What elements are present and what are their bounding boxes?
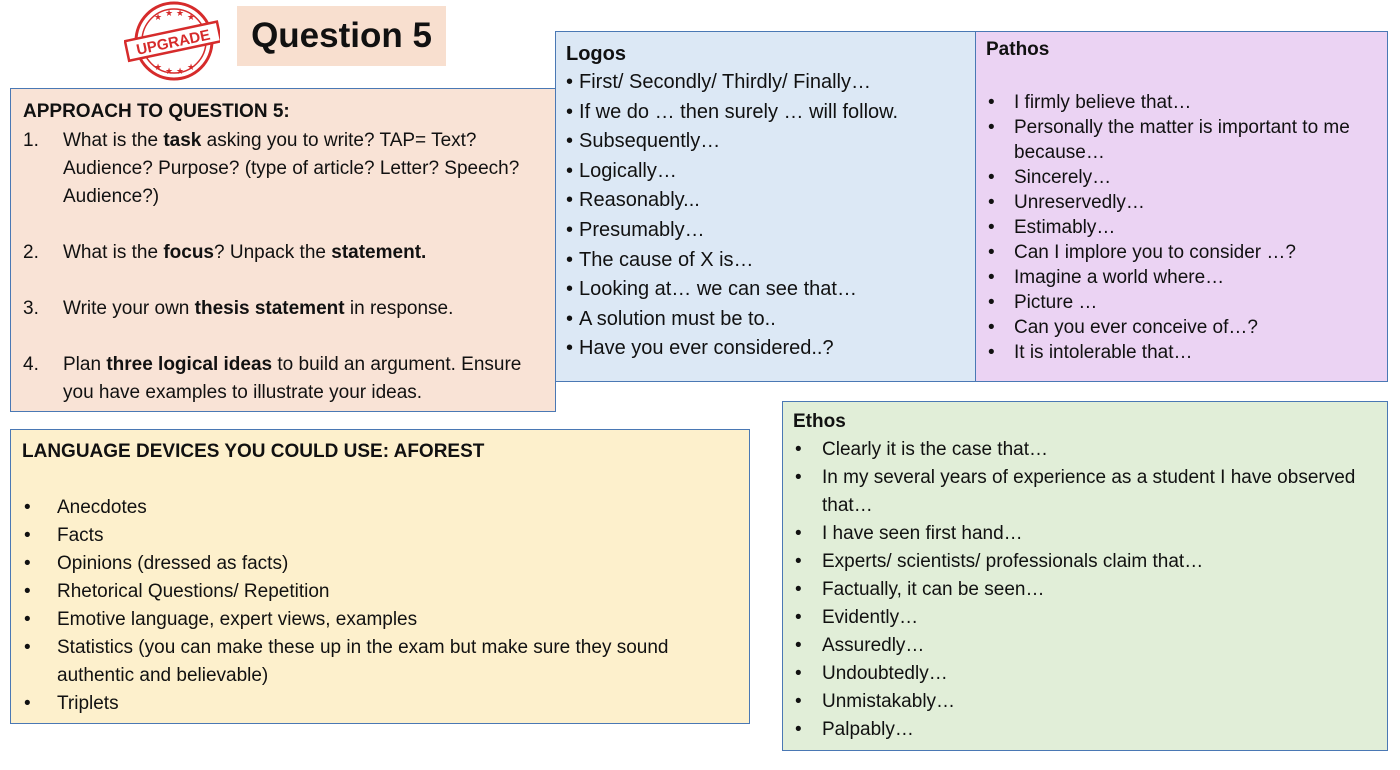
approach-item-segment: asking you to write? TAP= Text? Audience? Purpose? (type of article? Letter? Speech? Audience?) xyxy=(63,130,520,207)
svg-text:★: ★ xyxy=(186,63,196,73)
bullet-icon: • xyxy=(988,342,995,363)
pathos-item xyxy=(986,190,1377,215)
bullet-icon: • xyxy=(988,217,995,238)
bullet-icon: • xyxy=(988,317,995,338)
logos-item: • Have you ever considered..? xyxy=(566,334,965,364)
ethos-list xyxy=(793,436,1377,744)
bullet-icon: • xyxy=(24,637,31,658)
devices-item xyxy=(22,606,738,634)
bullet-icon: • xyxy=(24,497,31,518)
ethos-heading: Ethos xyxy=(793,411,846,432)
devices-item-text: Triplets xyxy=(57,693,119,714)
bullet-icon: • xyxy=(795,691,802,712)
question-title-box xyxy=(237,6,446,66)
devices-item-text: Facts xyxy=(57,525,104,546)
logos-item: • A solution must be to.. xyxy=(566,305,965,335)
approach-item-segment: Plan xyxy=(63,354,107,375)
approach-item-segment: What is the xyxy=(63,242,164,263)
ethos-item xyxy=(793,436,1377,464)
approach-item xyxy=(23,351,543,407)
pathos-item-text: Picture … xyxy=(1014,292,1098,313)
ethos-item xyxy=(793,604,1377,632)
ethos-item xyxy=(793,660,1377,688)
approach-item-bold: statement. xyxy=(331,242,427,263)
logos-item: • The cause of X is… xyxy=(566,246,965,276)
svg-text:★: ★ xyxy=(186,13,196,23)
devices-item-text: Rhetorical Questions/ Repetition xyxy=(57,581,330,602)
bullet-icon: • xyxy=(988,267,995,288)
bullet-icon: • xyxy=(988,167,995,188)
bullet-icon: • xyxy=(24,609,31,630)
bullet-icon: • xyxy=(795,551,802,572)
ethos-panel xyxy=(782,401,1388,751)
svg-text:★: ★ xyxy=(153,63,163,73)
bullet-icon: • xyxy=(795,607,802,628)
logos-list xyxy=(566,68,965,364)
bullet-icon: • xyxy=(795,467,802,488)
approach-item-number: 1. xyxy=(23,130,39,151)
logos-panel xyxy=(555,31,976,382)
page-title: Question 5 xyxy=(251,16,432,55)
approach-item xyxy=(23,127,543,211)
pathos-item xyxy=(986,165,1377,190)
approach-item-text xyxy=(63,239,543,267)
ethos-item-text: Factually, it can be seen… xyxy=(822,579,1045,600)
pathos-item xyxy=(986,290,1377,315)
devices-heading: LANGUAGE DEVICES YOU COULD USE: AFOREST xyxy=(22,441,485,462)
approach-heading: APPROACH TO QUESTION 5: xyxy=(23,101,290,122)
ethos-item-text: Assuredly… xyxy=(822,635,925,656)
pathos-item xyxy=(986,265,1377,290)
pathos-item-text: Can I implore you to consider …? xyxy=(1014,242,1296,263)
bullet-icon: • xyxy=(795,439,802,460)
pathos-item xyxy=(986,340,1377,365)
pathos-item xyxy=(986,240,1377,265)
bullet-icon: • xyxy=(24,525,31,546)
devices-item-text: Opinions (dressed as facts) xyxy=(57,553,289,574)
approach-item xyxy=(23,239,543,267)
devices-item xyxy=(22,690,738,718)
ethos-item xyxy=(793,548,1377,576)
svg-text:★: ★ xyxy=(164,67,174,77)
ethos-item-text: Experts/ scientists/ professionals claim that… xyxy=(822,551,1204,572)
approach-panel xyxy=(10,88,556,412)
bullet-icon: • xyxy=(795,635,802,656)
approach-item-segment: Write your own xyxy=(63,298,195,319)
ethos-item xyxy=(793,688,1377,716)
pathos-item-text: Estimably… xyxy=(1014,217,1116,238)
logos-item: • Logically… xyxy=(566,157,965,187)
ethos-item-text: I have seen first hand… xyxy=(822,523,1023,544)
logos-item: • Looking at… we can see that… xyxy=(566,275,965,305)
bullet-icon: • xyxy=(988,192,995,213)
approach-list xyxy=(23,127,543,407)
pathos-list xyxy=(986,90,1377,365)
pathos-item-text: Imagine a world where… xyxy=(1014,267,1225,288)
logos-item: • Subsequently… xyxy=(566,127,965,157)
logos-item: • First/ Secondly/ Thirdly/ Finally… xyxy=(566,68,965,98)
ethos-item xyxy=(793,520,1377,548)
approach-item-segment: What is the xyxy=(63,130,164,151)
pathos-panel xyxy=(975,31,1388,382)
approach-item-segment: ? Unpack the xyxy=(214,242,332,263)
logos-item: • Presumably… xyxy=(566,216,965,246)
pathos-item xyxy=(986,115,1377,165)
ethos-item-text: Clearly it is the case that… xyxy=(822,439,1048,460)
pathos-heading: Pathos xyxy=(986,39,1050,60)
pathos-item xyxy=(986,90,1377,115)
approach-item-text xyxy=(63,127,543,211)
ethos-item xyxy=(793,464,1377,520)
devices-item xyxy=(22,550,738,578)
devices-item-text: Statistics (you can make these up in the exam but make sure they sound authentic and believable) xyxy=(57,637,669,686)
pathos-item-text: Unreservedly… xyxy=(1014,192,1145,213)
ethos-item-text: In my several years of experience as a student I have observed that… xyxy=(822,467,1356,516)
ethos-item xyxy=(793,716,1377,744)
approach-item-number: 4. xyxy=(23,354,39,375)
approach-item-text xyxy=(63,351,543,407)
approach-item-bold: task xyxy=(163,130,202,151)
approach-item-text xyxy=(63,295,543,323)
bullet-icon: • xyxy=(988,117,995,138)
devices-item xyxy=(22,494,738,522)
svg-text:★: ★ xyxy=(164,9,174,19)
ethos-item xyxy=(793,632,1377,660)
devices-item-text: Anecdotes xyxy=(57,497,147,518)
ethos-item xyxy=(793,576,1377,604)
pathos-item-text: Sincerely… xyxy=(1014,167,1112,188)
bullet-icon: • xyxy=(795,663,802,684)
ethos-item-text: Evidently… xyxy=(822,607,919,628)
approach-item-bold: focus xyxy=(163,242,215,263)
approach-item-segment: in response. xyxy=(344,298,454,319)
bullet-icon: • xyxy=(988,242,995,263)
pathos-item-text: Can you ever conceive of…? xyxy=(1014,317,1258,338)
pathos-item-text: Personally the matter is important to me because… xyxy=(1014,117,1350,163)
bullet-icon: • xyxy=(795,579,802,600)
svg-text:★: ★ xyxy=(175,67,185,77)
devices-item xyxy=(22,578,738,606)
ethos-item-text: Palpably… xyxy=(822,719,914,740)
ethos-item-text: Unmistakably… xyxy=(822,691,956,712)
pathos-item-text: It is intolerable that… xyxy=(1014,342,1193,363)
approach-item-bold: three logical ideas xyxy=(106,354,273,375)
svg-text:★: ★ xyxy=(175,9,185,19)
bullet-icon: • xyxy=(795,719,802,740)
approach-item-number: 3. xyxy=(23,298,39,319)
bullet-icon: • xyxy=(24,553,31,574)
language-devices-panel xyxy=(10,429,750,724)
pathos-item xyxy=(986,315,1377,340)
bullet-icon: • xyxy=(24,581,31,602)
approach-item xyxy=(23,295,543,323)
logos-item: • If we do … then surely … will follow. xyxy=(566,98,965,128)
devices-item xyxy=(22,634,738,690)
bullet-icon: • xyxy=(988,92,995,113)
bullet-icon: • xyxy=(24,693,31,714)
stamp-text: UPGRADE xyxy=(134,26,212,59)
svg-text:★: ★ xyxy=(153,13,163,23)
devices-list xyxy=(22,494,738,718)
logos-heading: Logos xyxy=(566,43,626,65)
approach-item-bold: thesis statement xyxy=(194,298,345,319)
ethos-item-text: Undoubtedly… xyxy=(822,663,948,684)
approach-item-segment: to build an argument. Ensure you have examples to illustrate your ideas. xyxy=(63,354,522,403)
pathos-item xyxy=(986,215,1377,240)
bullet-icon: • xyxy=(988,292,995,313)
approach-item-number: 2. xyxy=(23,242,39,263)
devices-item-text: Emotive language, expert views, examples xyxy=(57,609,418,630)
logos-item: • Reasonably... xyxy=(566,186,965,216)
pathos-item-text: I firmly believe that… xyxy=(1014,92,1192,113)
upgrade-stamp-logo xyxy=(124,0,220,82)
devices-item xyxy=(22,522,738,550)
bullet-icon: • xyxy=(795,523,802,544)
